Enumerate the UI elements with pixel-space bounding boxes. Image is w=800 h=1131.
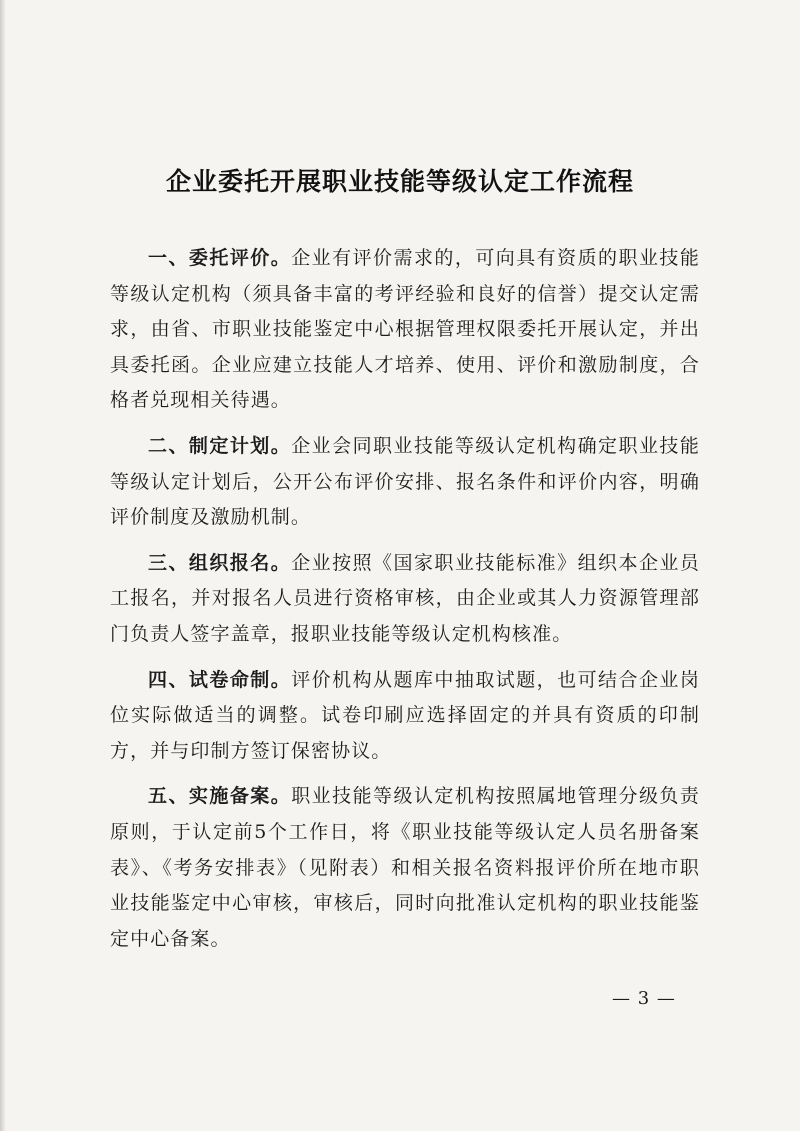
section-heading: 二、制定计划。 [148,434,292,457]
section-paragraph [110,546,700,653]
section-heading: 三、组织报名。 [148,551,292,574]
document-body [110,241,700,967]
section-heading: 四、试卷命制。 [148,668,292,691]
section-text: 职业技能等级认定机构按照属地管理分级负责原则，于认定前5个工作日，将《职业技能等级认定人员名册备案表》、《考务安排表》（见附表）和相关报名资料报评价所在地市职业技能鉴定中心审核，审核后，同时向批准认定机构的职业技能鉴定中心备案。 [110,785,700,950]
section-paragraph [110,241,700,419]
section-text: 企业按照《国家职业技能标准》组织本企业员工报名，并对报名人员进行资格审核，由企业或其人力资源管理部门负责人签字盖章，报职业技能等级认定机构核准。 [110,551,700,645]
section-text: 企业会同职业技能等级认定机构确定职业技能等级认定计划后，公开公布评价安排、报名条件和评价内容，明确评价制度及激励机制。 [110,434,700,529]
section-paragraph [110,779,700,957]
document-title: 企业委托开展职业技能等级认定工作流程 [165,167,634,196]
section-text: 评价机构从题库中抽取试题，也可结合企业岗位实际做适当的调整。试卷印刷应选择固定的并具有资质的印制方，并与印制方签订保密协议。 [110,668,700,762]
section-paragraph [110,663,700,770]
section-heading: 一、委托评价。 [148,247,292,269]
section-heading: 五、实施备案。 [148,785,292,808]
page-number: — 3 — [612,988,676,1009]
section-text: 企业有评价需求的，可向具有资质的职业技能等级认定机构（须具备丰富的考评经验和良好的信誉）提交认定需求，由省、市职业技能鉴定中心根据管理权限委托开展认定，并出具委托函。企业应建立技能人才培养、使用、评价和激励制度，合格者兑现相关待遇。 [110,247,700,412]
section-paragraph [110,429,700,536]
